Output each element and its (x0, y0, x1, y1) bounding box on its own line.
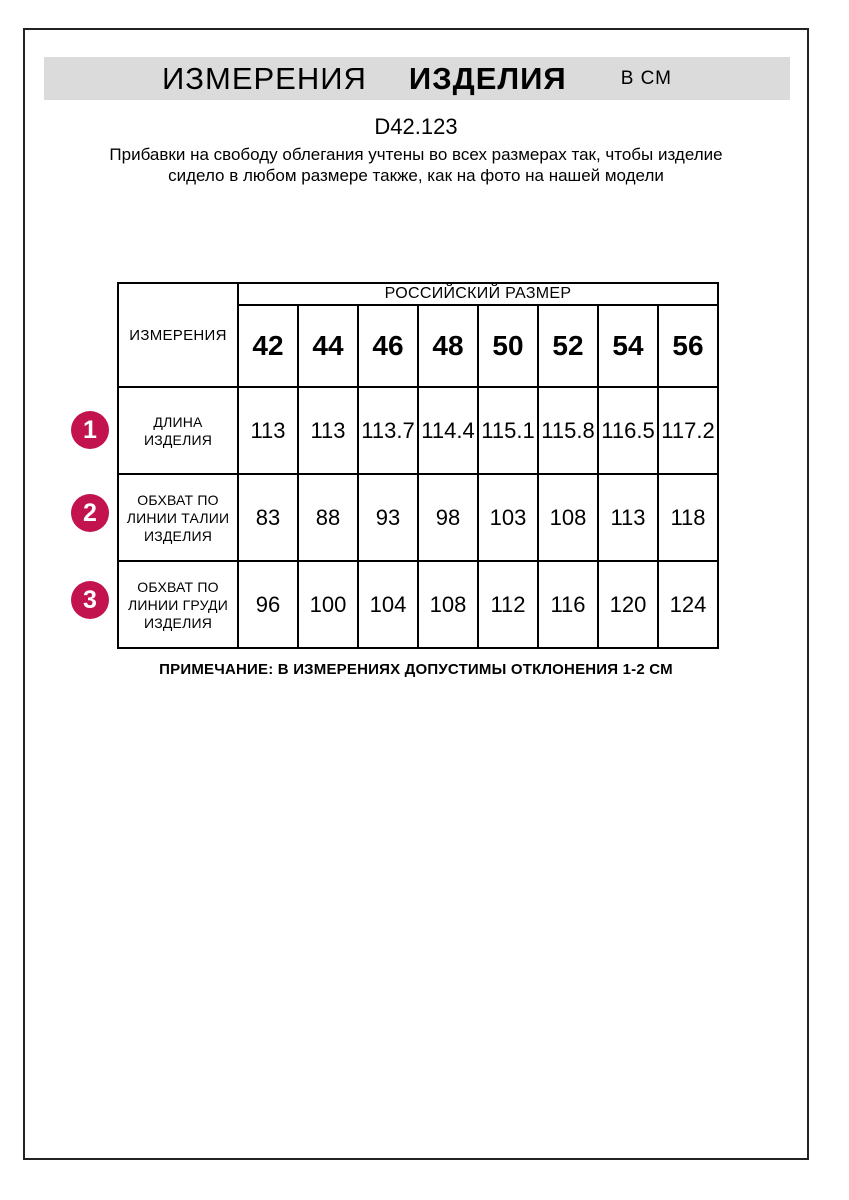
value-cell: 93 (358, 474, 418, 561)
page-frame (23, 28, 809, 1160)
value-cell: 115.1 (478, 387, 538, 474)
table-row-group-header (118, 283, 718, 305)
size-col-54: 54 (598, 305, 658, 387)
table-row-length (118, 387, 718, 474)
size-col-52: 52 (538, 305, 598, 387)
value-cell: 103 (478, 474, 538, 561)
title-bar (44, 57, 790, 100)
size-col-48: 48 (418, 305, 478, 387)
row-label-waist: ОБХВАТ ПО ЛИНИИ ТАЛИИ ИЗДЕЛИЯ (118, 474, 238, 561)
table-row-chest (118, 561, 718, 648)
row-label-length: ДЛИНА ИЗДЕЛИЯ (118, 387, 238, 474)
value-cell: 113 (238, 387, 298, 474)
value-cell: 116.5 (598, 387, 658, 474)
tolerance-note: ПРИМЕЧАНИЕ: В ИЗМЕРЕНИЯХ ДОПУСТИМЫ ОТКЛОНЕНИЯ 1-2 СМ (159, 661, 673, 678)
value-cell: 104 (358, 561, 418, 648)
value-cell: 96 (238, 561, 298, 648)
product-code: D42.123 (374, 114, 458, 139)
row-marker-3: 3 (71, 581, 109, 619)
value-cell: 108 (418, 561, 478, 648)
value-cell: 100 (298, 561, 358, 648)
value-cell: 116 (538, 561, 598, 648)
table-row-waist (118, 474, 718, 561)
fit-description: Прибавки на свободу облегания учтены во всех размерах так, чтобы изделие сидело в любом размере также, как на фото на нашей модели (109, 145, 723, 185)
measurements-header-cell: ИЗМЕРЕНИЯ (118, 283, 238, 387)
value-cell: 113.7 (358, 387, 418, 474)
value-cell: 115.8 (538, 387, 598, 474)
value-cell: 117.2 (658, 387, 718, 474)
value-cell: 120 (598, 561, 658, 648)
page-title-unit: В СМ (620, 67, 672, 89)
value-cell: 112 (478, 561, 538, 648)
row-marker-2: 2 (71, 494, 109, 532)
row-label-chest: ОБХВАТ ПО ЛИНИИ ГРУДИ ИЗДЕЛИЯ (118, 561, 238, 648)
size-col-46: 46 (358, 305, 418, 387)
size-group-header-cell: РОССИЙСКИЙ РАЗМЕР (238, 283, 718, 305)
value-cell: 113 (598, 474, 658, 561)
size-col-50: 50 (478, 305, 538, 387)
value-cell: 88 (298, 474, 358, 561)
row-marker-1: 1 (71, 411, 109, 449)
value-cell: 108 (538, 474, 598, 561)
value-cell: 114.4 (418, 387, 478, 474)
size-table (117, 282, 719, 649)
value-cell: 98 (418, 474, 478, 561)
size-col-44: 44 (298, 305, 358, 387)
value-cell: 113 (298, 387, 358, 474)
value-cell: 124 (658, 561, 718, 648)
page-title-measurements: ИЗМЕРЕНИЯ (162, 60, 367, 96)
value-cell: 118 (658, 474, 718, 561)
size-col-56: 56 (658, 305, 718, 387)
size-col-42: 42 (238, 305, 298, 387)
page-title-product: ИЗДЕЛИЯ (408, 60, 567, 96)
value-cell: 83 (238, 474, 298, 561)
